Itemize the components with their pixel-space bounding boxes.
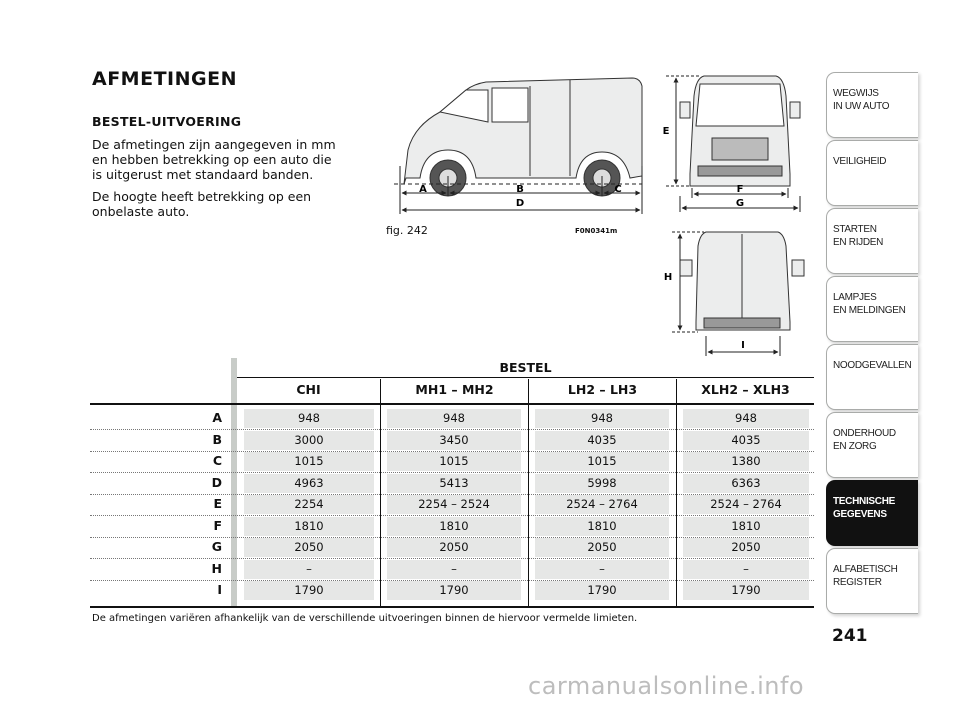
table-cell: 5998 <box>535 474 669 493</box>
label-D: D <box>515 198 525 209</box>
table-cell: 3450 <box>387 431 521 450</box>
table-group-header: BESTEL <box>499 360 552 375</box>
table-cell: – <box>683 560 809 579</box>
table-cell: 2524 – 2764 <box>535 495 669 514</box>
label-F: F <box>736 184 744 195</box>
van-rear-view <box>680 232 804 330</box>
sidebar-tab-0[interactable] <box>826 72 918 138</box>
sidebar-tab-label: ONDERHOUD EN ZORG <box>833 428 896 452</box>
row-label: I <box>217 582 222 597</box>
table-cell: 2050 <box>244 538 374 557</box>
table-cell: 1810 <box>244 517 374 536</box>
column-header-mh: MH1 – MH2 <box>415 382 494 397</box>
van-dimension-figure <box>380 66 810 360</box>
table-cell: 2050 <box>535 538 669 557</box>
row-label: C <box>212 453 222 468</box>
van-front-view <box>680 76 800 186</box>
sidebar-tab-2[interactable] <box>826 208 918 274</box>
watermark: carmanualsonline.info <box>528 672 805 700</box>
table-cell: 1790 <box>683 581 809 600</box>
column-header-xlh: XLH2 – XLH3 <box>701 382 790 397</box>
table-cell: – <box>535 560 669 579</box>
table-cell: 1015 <box>535 452 669 471</box>
row-label: F <box>213 517 222 533</box>
row-label: A <box>212 410 222 425</box>
table-cell: 1810 <box>387 517 521 536</box>
table-cell: 948 <box>244 409 374 428</box>
label-B: B <box>516 184 524 195</box>
table-cell: 6363 <box>683 474 809 493</box>
paragraph-height-note: De hoogte heeft betrekking op een onbelaste auto. <box>92 189 312 219</box>
table-cell: 2524 – 2764 <box>683 495 809 514</box>
figure-caption: fig. 242 <box>386 224 428 237</box>
table-cell: 948 <box>535 409 669 428</box>
column-header-lh: LH2 – LH3 <box>567 382 638 397</box>
sidebar-tab-label: TECHNISCHE GEGEVENS <box>833 496 896 520</box>
table-header-rule <box>90 403 814 405</box>
sidebar-tab-5[interactable] <box>826 412 918 478</box>
table-cell: 2050 <box>387 538 521 557</box>
row-label: D <box>211 474 222 490</box>
table-cell: 1790 <box>535 581 669 600</box>
table-cell: 948 <box>387 409 521 428</box>
table-cell: 4963 <box>244 474 374 493</box>
label-I: I <box>741 340 745 351</box>
table-top-rule <box>237 377 814 378</box>
sidebar-tab-label: STARTEN EN RIJDEN <box>833 224 884 248</box>
table-cell: 2254 <box>244 495 374 514</box>
table-cell: 3000 <box>244 431 374 450</box>
figure-code: F0N0341m <box>575 227 618 235</box>
table-cell: 4035 <box>683 431 809 450</box>
table-cell: 2050 <box>683 538 809 557</box>
table-footnote: De afmetingen variëren afhankelijk van de verschillende uitvoeringen binnen de hiervoor vermelde limieten. <box>92 613 638 624</box>
sidebar-tab-4[interactable] <box>826 344 918 410</box>
row-label: B <box>212 431 222 447</box>
label-E: E <box>662 126 670 137</box>
label-H: H <box>663 272 673 283</box>
table-cell: 948 <box>683 409 809 428</box>
page-number: 241 <box>832 626 868 646</box>
sidebar-tab-label: VEILIGHEID <box>833 156 887 167</box>
table-bottom-rule <box>90 606 814 608</box>
section-title: AFMETINGEN <box>92 68 237 90</box>
table-cell: – <box>244 560 374 579</box>
table-cell: 1015 <box>387 452 521 471</box>
column-header-chi: CHI <box>296 382 321 397</box>
van-side-view <box>404 78 642 196</box>
sidebar-tab-6[interactable] <box>826 480 918 546</box>
sidebar-tab-label: LAMPJES EN MELDINGEN <box>833 292 906 316</box>
sidebar-tab-7[interactable] <box>826 548 918 614</box>
paragraph-dimensions-note: De afmetingen zijn aangegeven in mm en hebben betrekking op een auto die is uitgerust met standaard banden. <box>92 137 336 182</box>
row-label: E <box>213 496 222 511</box>
label-G: G <box>735 198 745 209</box>
table-cell: 1790 <box>387 581 521 600</box>
sidebar-tab-label: NOODGEVALLEN <box>833 360 912 371</box>
table-cell: 1380 <box>683 452 809 471</box>
subsection-title: BESTEL-UITVOERING <box>92 114 242 129</box>
table-cell: 4035 <box>535 431 669 450</box>
table-cell: 2254 – 2524 <box>387 495 521 514</box>
sidebar-tab-label: ALFABETISCH REGISTER <box>833 564 898 588</box>
table-cell: – <box>387 560 521 579</box>
sidebar-tab-1[interactable] <box>826 140 918 206</box>
table-cell: 1015 <box>244 452 374 471</box>
label-C: C <box>614 184 622 195</box>
row-label: G <box>211 539 222 554</box>
sidebar-tab-3[interactable] <box>826 276 918 342</box>
table-cell: 1810 <box>683 517 809 536</box>
table-cell: 5413 <box>387 474 521 493</box>
sidebar-tab-label: WEGWIJS IN UW AUTO <box>833 88 890 112</box>
row-label: H <box>211 560 222 576</box>
label-A: A <box>419 184 427 195</box>
table-cell: 1790 <box>244 581 374 600</box>
table-cell: 1810 <box>535 517 669 536</box>
